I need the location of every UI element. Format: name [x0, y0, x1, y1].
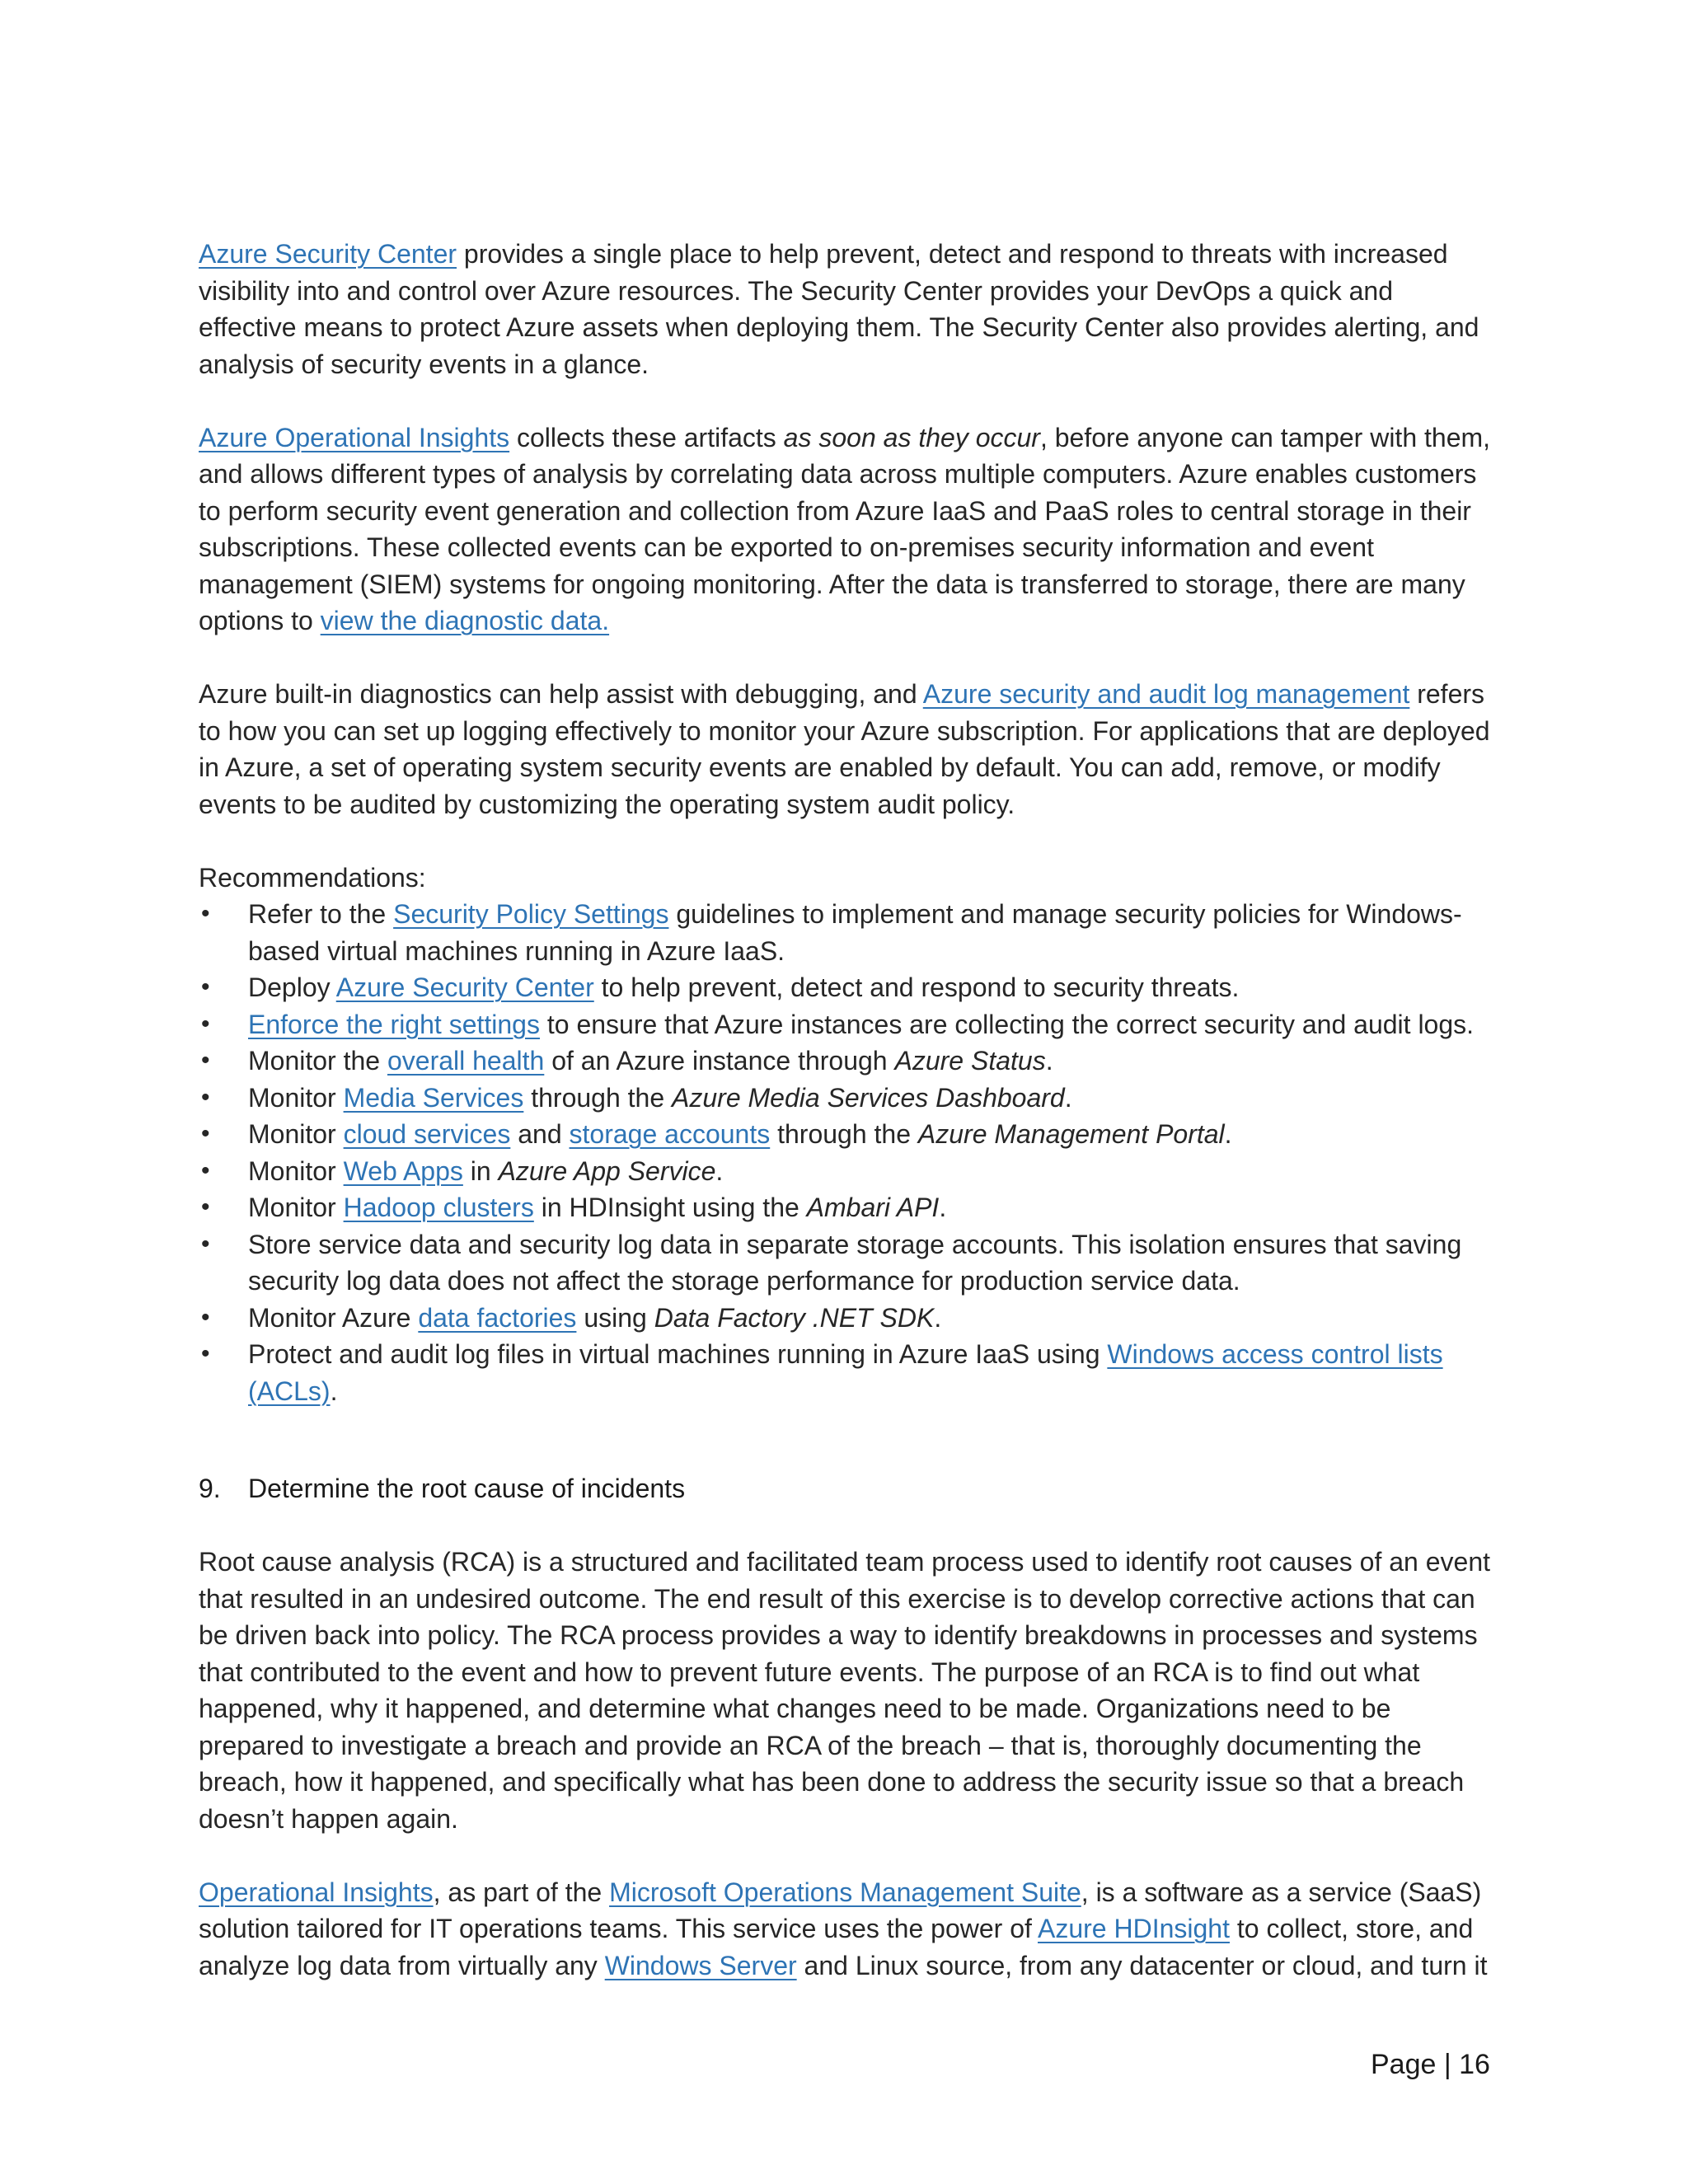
emphasis-text: Azure Media Services Dashboard — [672, 1082, 1065, 1113]
recommendation-text: . — [330, 1376, 338, 1406]
recommendation-link[interactable]: overall health — [387, 1046, 545, 1076]
recommendation-item — [199, 1043, 1493, 1080]
paragraph-text: Root cause analysis (RCA) is a structured and facilitated team process used to identify root causes of an event that resulted in an undesired outcome. The end result of this exercise is to develop corrective actions that can be driven back into policy. The RCA process provides a way to identify breakdowns in processes and systems that contributed to the event and how to prevent future events. The purpose of an RCA is to find out what happened, why it happened, and determine what changes need to be made. Organizations need to be prepared to investigate a breach and provide an RCA of the breach – that is, thoroughly documenting the breach, how it happened, and specifically what has been done to address the security issue so that a breach doesn’t happen again. — [199, 1547, 1491, 1834]
bullet-icon: • — [201, 1340, 210, 1367]
recommendation-text: Monitor Azure — [248, 1302, 419, 1333]
recommendation-text: using — [576, 1302, 654, 1333]
recommendation-text: . — [939, 1193, 947, 1222]
page-number: Page | 16 — [1371, 2049, 1490, 2080]
recommendation-text: Monitor the — [248, 1046, 387, 1076]
paragraph-text: refers to how you can set up logging effectively to monitor your Azure subscription. For applications that are deployed in Azure, a set of operating system security events are enabled by default. You can add, remove, or modify events to be audited by customizing the operating system audit policy. — [199, 679, 1490, 819]
emphasis-text: Data Factory .NET SDK — [654, 1302, 935, 1333]
recommendation-text: Monitor — [248, 1082, 344, 1113]
link-operations-management-suite[interactable]: Microsoft Operations Management Suite — [609, 1877, 1081, 1907]
recommendation-text: . — [934, 1302, 942, 1333]
paragraph-text: and Linux source, from any datacenter or cloud, and turn it — [796, 1950, 1488, 1980]
recommendation-text: Deploy — [248, 972, 336, 1002]
link-windows-server[interactable]: Windows Server — [604, 1950, 797, 1980]
recommendation-item — [199, 1006, 1493, 1043]
emphasis-text: Azure Management Portal — [917, 1119, 1225, 1149]
recommendation-text: Refer to the — [248, 899, 394, 929]
recommendation-text: Monitor — [248, 1155, 344, 1186]
recommendation-link[interactable]: Enforce the right settings — [248, 1009, 540, 1039]
bullet-icon: • — [201, 1083, 210, 1111]
bullet-icon: • — [201, 1230, 210, 1258]
recommendation-text: . — [1045, 1046, 1053, 1076]
link-operational-insights[interactable]: Operational Insights — [199, 1877, 434, 1907]
recommendation-item — [199, 1300, 1493, 1337]
paragraph-rca — [199, 1544, 1493, 1837]
recommendation-link[interactable]: Media Services — [343, 1082, 524, 1113]
paragraph-text: to collect, store, and analyze log data from virtually any — [199, 1914, 1474, 1980]
recommendation-text: guidelines to implement and manage security policies for Windows-based virtual machines running in Azure IaaS. — [248, 899, 1462, 966]
paragraph-diagnostics — [199, 676, 1493, 823]
paragraph-text: , as part of the — [433, 1877, 610, 1907]
paragraph-security-center — [199, 236, 1493, 382]
emphasis-text: as soon as they occur — [783, 422, 1040, 452]
recommendation-link[interactable]: Hadoop clusters — [343, 1193, 534, 1222]
recommendations-label: Recommendations: — [199, 862, 426, 893]
bullet-icon: • — [201, 900, 210, 927]
paragraph-oms — [199, 1874, 1493, 1985]
bullet-icon: • — [201, 1193, 210, 1221]
recommendation-text: . — [715, 1155, 724, 1186]
recommendation-item — [199, 896, 1493, 969]
recommendation-item — [199, 1116, 1493, 1153]
recommendation-item — [199, 1336, 1493, 1409]
section-number: 9. — [199, 1474, 221, 1503]
paragraph-text: collects these artifacts — [509, 422, 784, 452]
emphasis-text: Azure App Service — [498, 1155, 716, 1186]
recommendation-text: Monitor — [248, 1119, 344, 1149]
recommendation-link[interactable]: Web Apps — [343, 1155, 463, 1186]
recommendation-text: Store service data and security log data in separate storage accounts. This isolation ensures that saving security log data does not affect the storage performance for production service data. — [248, 1229, 1462, 1296]
recommendation-text: through the — [523, 1082, 673, 1113]
recommendation-link[interactable]: data factories — [418, 1302, 577, 1333]
recommendation-text: to help prevent, detect and respond to security threats. — [593, 972, 1240, 1002]
recommendation-item — [199, 1153, 1493, 1190]
recommendation-item — [199, 1080, 1493, 1117]
recommendation-text: in HDInsight using the — [533, 1193, 807, 1222]
recommendation-link[interactable]: Azure Security Center — [335, 972, 594, 1002]
bullet-icon: • — [201, 1303, 210, 1331]
recommendation-item — [199, 969, 1493, 1006]
recommendation-text: . — [1064, 1082, 1072, 1113]
recommendation-link[interactable]: storage accounts — [569, 1119, 771, 1149]
paragraph-text: , is a software as a service (SaaS) solution tailored for IT operations teams. This service uses the power of — [199, 1877, 1482, 1943]
link-azure-operational-insights[interactable]: Azure Operational Insights — [199, 422, 510, 452]
link-azure-security-center[interactable]: Azure Security Center — [199, 239, 457, 269]
recommendation-text: Monitor — [248, 1193, 344, 1222]
recommendation-text: and — [510, 1119, 570, 1149]
recommendation-link[interactable]: Security Policy Settings — [393, 899, 669, 929]
section-heading — [199, 1470, 1493, 1507]
document-body — [199, 236, 1493, 1984]
recommendation-link[interactable]: Windows access control lists (ACLs) — [248, 1339, 1443, 1406]
emphasis-text: Azure Status — [894, 1046, 1046, 1076]
section-title: Determine the root cause of incidents — [248, 1474, 686, 1503]
recommendation-text: to ensure that Azure instances are collecting the correct security and audit logs. — [539, 1009, 1475, 1039]
recommendation-text: in — [462, 1155, 499, 1186]
recommendation-text: . — [1224, 1119, 1232, 1149]
recommendation-text: of an Azure instance through — [544, 1046, 895, 1076]
bullet-icon: • — [201, 1010, 210, 1038]
emphasis-text: Ambari API — [806, 1193, 940, 1222]
paragraph-text: Azure built-in diagnostics can help assist with debugging, and — [199, 679, 923, 709]
paragraph-text: provides a single place to help prevent, detect and respond to threats with increased visibility into and control over Azure resources. The Security Center provides your DevOps a quick and effective means to protect Azure assets when deploying them. The Security Center also provides alerting, and analysis of security events in a glance. — [199, 239, 1479, 379]
recommendation-text: Protect and audit log files in virtual machines running in Azure IaaS using — [248, 1339, 1108, 1369]
bullet-icon: • — [201, 1047, 210, 1074]
recommendations-list — [199, 896, 1493, 1409]
paragraph-text: , before anyone can tamper with them, and allows different types of analysis by correlating data across multiple computers. Azure enables customers to perform security event generation and collection from Azure IaaS and PaaS roles to central storage in their subscriptions. These collected events can be exported to on-premises security information and event management (SIEM) systems for ongoing monitoring. After the data is transferred to storage, there are many options to — [199, 422, 1491, 635]
recommendation-link[interactable]: cloud services — [343, 1119, 511, 1149]
recommendation-item — [199, 1189, 1493, 1226]
link-audit-log-management[interactable]: Azure security and audit log management — [922, 679, 1410, 709]
link-view-diagnostic-data[interactable]: view the diagnostic data. — [320, 606, 610, 635]
paragraph-operational-insights — [199, 419, 1493, 640]
bullet-icon: • — [201, 973, 210, 1001]
recommendation-text: through the — [770, 1119, 918, 1149]
bullet-icon: • — [201, 1120, 210, 1147]
bullet-icon: • — [201, 1156, 210, 1184]
recommendation-item — [199, 1226, 1493, 1300]
link-azure-hdinsight[interactable]: Azure HDInsight — [1038, 1914, 1230, 1943]
